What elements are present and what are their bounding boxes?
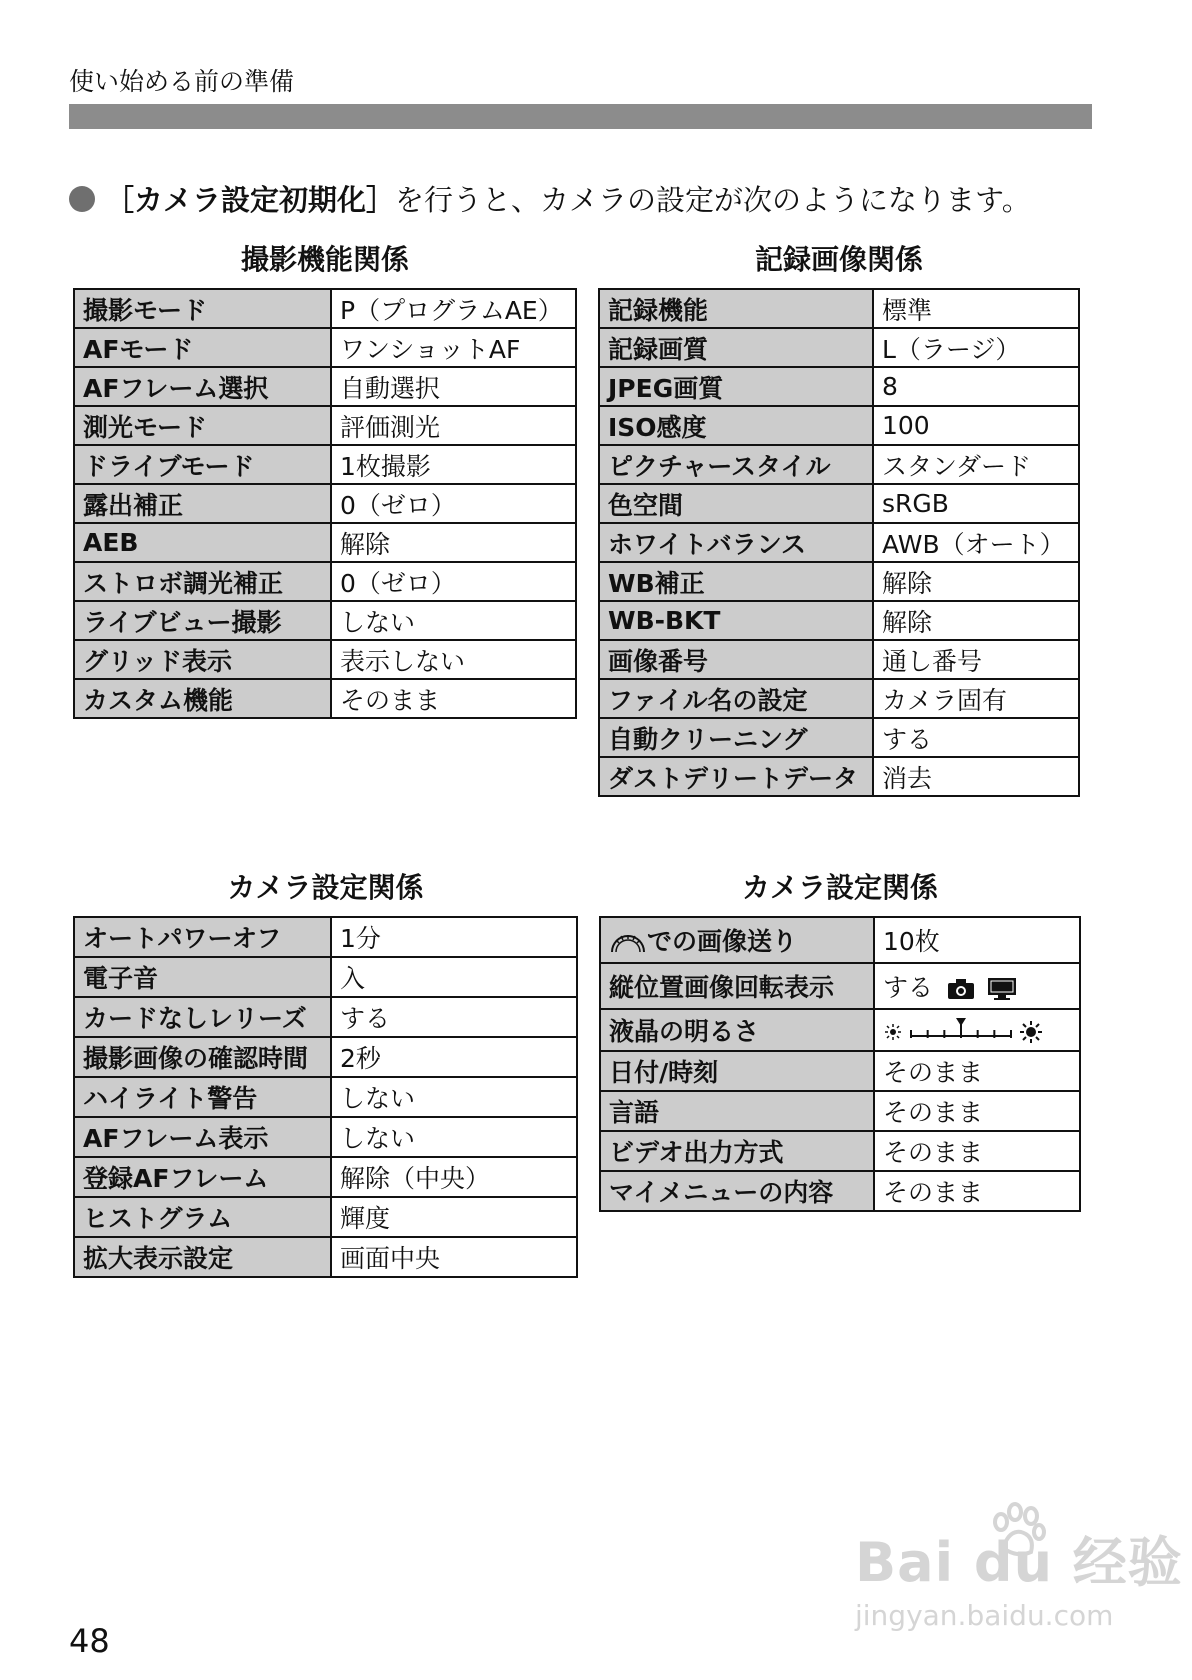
table-key: AFフレーム選択: [74, 367, 331, 406]
table-key: ピクチャースタイル: [599, 445, 873, 484]
table-value: 0（ゼロ）: [331, 484, 576, 523]
table-key: ビデオ出力方式: [600, 1131, 874, 1171]
table-row: [599, 289, 1079, 328]
table-key: ライブビュー撮影: [74, 601, 331, 640]
table-key: カードなしレリーズ: [74, 997, 331, 1037]
table-value: 解除: [873, 601, 1079, 640]
table-value: 解除（中央）: [331, 1157, 577, 1197]
table-row: [74, 679, 576, 718]
table-value: 評価測光: [331, 406, 576, 445]
table-row: [74, 997, 577, 1037]
table-row: [74, 289, 576, 328]
camera-table-1-title: カメラ設定関係: [227, 871, 424, 904]
table-key: WB補正: [599, 562, 873, 601]
table-key: 日付/時刻: [600, 1051, 874, 1091]
table-value: しない: [331, 1077, 577, 1117]
monitor-icon: [987, 977, 1017, 1001]
table-key: 画像番号: [599, 640, 873, 679]
table-value: 表示しない: [331, 640, 576, 679]
camera-table-2-title: カメラ設定関係: [741, 871, 938, 904]
page-number: 48: [69, 1622, 110, 1660]
table-row: [599, 640, 1079, 679]
recording-table-title: 記録画像関係: [754, 243, 923, 276]
table-value: 解除: [873, 562, 1079, 601]
table-key: ドライブモード: [74, 445, 331, 484]
bullet-icon: [69, 186, 95, 212]
table-key: 撮影画像の確認時間: [74, 1037, 331, 1077]
table-row: [600, 917, 1080, 963]
table-key: マイメニューの内容: [600, 1171, 874, 1211]
recording-table-block: [598, 240, 1080, 797]
intro-sentence: [69, 178, 1031, 219]
table-row: [599, 406, 1079, 445]
table-row: [600, 1131, 1080, 1171]
table-row: [600, 1171, 1080, 1211]
table-row: [74, 367, 576, 406]
table-value: P（プログラムAE）: [331, 289, 576, 328]
table-value: 1枚撮影: [331, 445, 576, 484]
table-key: 撮影モード: [74, 289, 331, 328]
table-row: [599, 445, 1079, 484]
table-value: 10枚: [874, 917, 1080, 963]
table-row: [599, 718, 1079, 757]
table-key: ISO感度: [599, 406, 873, 445]
table-row: [600, 1051, 1080, 1091]
table-value: sRGB: [873, 484, 1079, 523]
watermark: [855, 1520, 1183, 1632]
table-value: 8: [873, 367, 1079, 406]
table-value: カメラ固有: [873, 679, 1079, 718]
camera-table-2-block: [599, 868, 1081, 1212]
shooting-table: [73, 288, 577, 719]
table-row: [74, 601, 576, 640]
table-row: [74, 406, 576, 445]
table-key: 自動クリーニング: [599, 718, 873, 757]
table-value: 1分: [331, 917, 577, 957]
table-row: [74, 1237, 577, 1277]
table-value: そのまま: [874, 1131, 1080, 1171]
table-key: オートパワーオフ: [74, 917, 331, 957]
table-row: [600, 1091, 1080, 1131]
brightness-high-icon: [1020, 1021, 1042, 1043]
camera-table-1-block: [73, 868, 578, 1278]
table-key: ホワイトバランス: [599, 523, 873, 562]
table-value: 消去: [873, 757, 1079, 796]
section-title: 使い始める前の準備: [69, 67, 295, 96]
table-row: [74, 640, 576, 679]
table-row: [74, 1197, 577, 1237]
watermark-brand: Bai du 经验: [855, 1531, 1183, 1594]
table-value: 2秒: [331, 1037, 577, 1077]
table-value: する: [331, 997, 577, 1037]
table-row: [74, 562, 576, 601]
table-value: する: [873, 718, 1079, 757]
shooting-table-block: [73, 240, 577, 719]
table-key: ヒストグラム: [74, 1197, 331, 1237]
table-key: グリッド表示: [74, 640, 331, 679]
brightness-low-icon: [885, 1024, 901, 1040]
table-key: AFフレーム表示: [74, 1117, 331, 1157]
table-value: そのまま: [874, 1171, 1080, 1211]
table-value: 自動選択: [331, 367, 576, 406]
watermark-url: jingyan.baidu.com: [855, 1599, 1114, 1632]
table-row: [74, 1117, 577, 1157]
table-value: 解除: [331, 523, 576, 562]
table-row: [599, 601, 1079, 640]
recording-table: [598, 288, 1080, 797]
table-value: ワンショットAF: [331, 328, 576, 367]
table-key: カスタム機能: [74, 679, 331, 718]
table-key: ファイル名の設定: [599, 679, 873, 718]
camera-icon: [947, 978, 975, 1000]
table-value: 画面中央: [331, 1237, 577, 1277]
intro-text: を行うと、カメラの設定が次のようになります。: [395, 183, 1031, 217]
table-value: しない: [331, 601, 576, 640]
table-value: AWB（オート）: [873, 523, 1079, 562]
table-value: L（ラージ）: [873, 328, 1079, 367]
table-row: [599, 367, 1079, 406]
table-value: そのまま: [331, 679, 576, 718]
table-key: 縦位置画像回転表示: [600, 963, 874, 1009]
table-row: [599, 328, 1079, 367]
table-key: WB-BKT: [599, 601, 873, 640]
table-row: [599, 562, 1079, 601]
table-value: そのまま: [874, 1051, 1080, 1091]
table-row: [599, 679, 1079, 718]
table-value: しない: [331, 1117, 577, 1157]
table-key: での画像送り: [647, 927, 798, 956]
table-row: [74, 484, 576, 523]
table-value: 通し番号: [873, 640, 1079, 679]
table-row: [74, 1037, 577, 1077]
table-key: 記録機能: [599, 289, 873, 328]
table-row: [74, 445, 576, 484]
table-row: [74, 917, 577, 957]
table-key: ハイライト警告: [74, 1077, 331, 1117]
table-row: [600, 1009, 1080, 1051]
table-row: [599, 523, 1079, 562]
table-row: [74, 328, 576, 367]
table-value: 0（ゼロ）: [331, 562, 576, 601]
intro-term: ［カメラ設定初期化］: [105, 183, 396, 217]
table-value: 標準: [873, 289, 1079, 328]
table-key: 測光モード: [74, 406, 331, 445]
table-key: 色空間: [599, 484, 873, 523]
table-key: 露出補正: [74, 484, 331, 523]
shooting-table-title: 撮影機能関係: [240, 243, 409, 276]
main-dial-icon: [609, 930, 647, 956]
table-row: [74, 1077, 577, 1117]
table-key: AFモード: [74, 328, 331, 367]
table-key: JPEG画質: [599, 367, 873, 406]
brightness-scale: [883, 1016, 1043, 1046]
brightness-value-cell: [874, 1009, 1080, 1051]
table-value: スタンダード: [873, 445, 1079, 484]
table-value: 入: [331, 957, 577, 997]
table-key: 言語: [600, 1091, 874, 1131]
table-key-cell: [600, 917, 874, 963]
camera-table-2: [599, 916, 1081, 1212]
table-key: 拡大表示設定: [74, 1237, 331, 1277]
table-row: [600, 963, 1080, 1009]
header-rule: [69, 104, 1092, 129]
table-row: [599, 757, 1079, 796]
table-key: ストロボ調光補正: [74, 562, 331, 601]
table-value-cell: [874, 963, 1080, 1009]
table-key: 電子音: [74, 957, 331, 997]
table-row: [74, 957, 577, 997]
table-key: 登録AFフレーム: [74, 1157, 331, 1197]
table-value: する: [883, 973, 934, 1002]
table-key: AEB: [74, 523, 331, 562]
table-row: [74, 523, 576, 562]
table-key: 記録画質: [599, 328, 873, 367]
table-key: 液晶の明るさ: [600, 1009, 874, 1051]
camera-table-1: [73, 916, 578, 1278]
table-key: ダストデリートデータ: [599, 757, 873, 796]
table-row: [599, 484, 1079, 523]
table-value: 100: [873, 406, 1079, 445]
table-value: そのまま: [874, 1091, 1080, 1131]
table-row: [74, 1157, 577, 1197]
paw-logo-icon: [987, 1502, 1047, 1562]
table-value: 輝度: [331, 1197, 577, 1237]
